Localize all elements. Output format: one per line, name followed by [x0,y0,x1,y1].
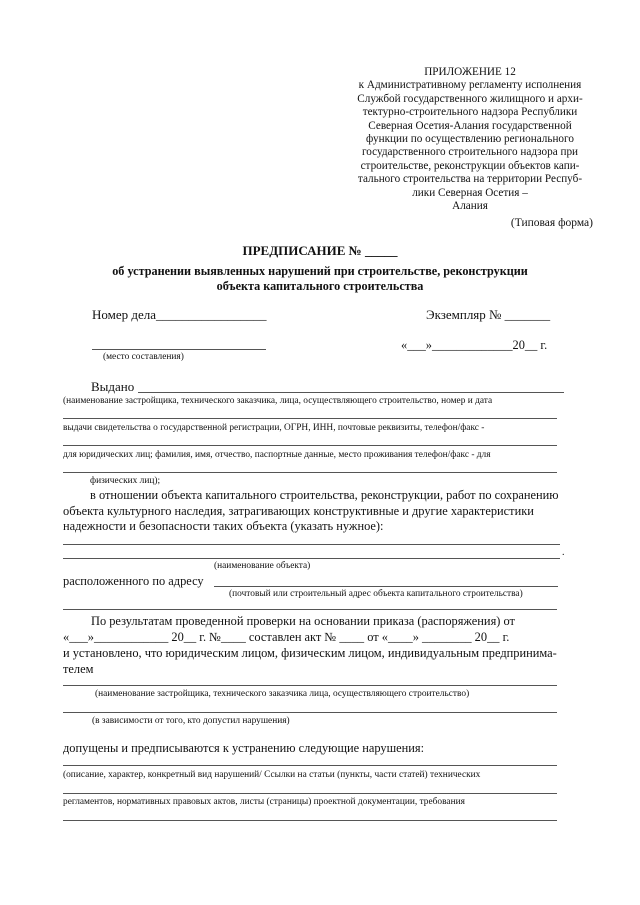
appendix-block [344,66,596,213]
place-caption: (место составления) [103,352,184,362]
appendix-line: функции по осуществлению регионального [366,133,574,146]
address-line-2[interactable] [63,609,557,610]
issued-line-2[interactable] [63,418,557,419]
appendix-line: Алания [452,200,488,213]
appendix-line: государственного строительного надзора при [361,146,579,159]
appendix-line: Службой государственного жилищного и архи- [357,92,583,105]
entity-line[interactable] [63,685,557,686]
inspection-text-1: По результатам проведенной проверки на основании приказа (распоряжения) от [91,614,515,628]
document-subtitle-1: об устранении выявленных нарушений при строительстве, реконструкции [112,264,528,278]
copy-number-field[interactable]: Экземпляр № _______ [426,307,551,322]
issued-caption-1: (наименование застройщика, технического заказчика, лица, осуществляющего строительство, номер и дата [63,396,493,406]
violations-line-2[interactable] [63,793,557,794]
issued-label: Выдано [91,379,135,394]
object-text-2: объекта культурного наследия, затрагивающих конструктивные и другие характеристики [63,504,534,518]
issued-line-3[interactable] [63,445,557,446]
issued-caption-4: физических лиц); [90,476,161,486]
object-line-1[interactable] [63,544,560,545]
object-text-3: надежности и безопасности таких объекта (указать нужное): [63,519,384,533]
form-type-label: (Типовая форма) [510,217,593,229]
violations-caption-1: (описание, характер, конкретный вид нарушений/ Ссылки на статьи (пункты, части статей) технических [63,770,481,780]
case-number-field[interactable]: Номер дела_________________ [92,307,267,322]
violations-intro: допущены и предписываются к устранению следующие нарушения: [63,741,425,755]
inspection-text-4: телем [63,662,94,676]
appendix-line: Северная Осетия-Алания государственной [368,119,572,132]
issued-caption-2: выдачи свидетельства о государственной регистрации, ОГРН, ИНН, почтовые реквизиты, телефон/факс - [63,423,485,433]
entity-caption: (наименование застройщика, технического заказчика лица, осуществляющего строительство) [95,689,470,699]
document-title: ПРЕДПИСАНИЕ № _____ [242,243,398,258]
date-field[interactable]: «___»_____________20__ г. [401,338,548,352]
document-subtitle-2: объекта капитального строительства [216,279,424,293]
violations-line-3[interactable] [63,820,557,821]
appendix-line: к Административному регламенту исполнения [358,79,582,92]
inspection-text-2[interactable]: «___»____________ 20__ г. №____ составлен акт № ____ от «____» ________ 20__ г. [63,630,510,644]
place-line[interactable] [92,349,266,350]
dependency-caption: (в зависимости от того, кто допустил нарушения) [92,716,290,726]
appendix-line: строительстве, реконструкции объектов капи- [360,159,580,172]
object-text-1: в отношении объекта капитального строительства, реконструкции, работ по сохранению [90,488,559,502]
address-caption: (почтовый или строительный адрес объекта капитального строительства) [229,589,523,599]
address-line[interactable] [214,586,558,587]
inspection-text-3: и установлено, что юридическим лицом, физическим лицом, индивидуальным предпринима- [63,646,557,660]
violations-line-1[interactable] [63,765,557,766]
appendix-line: лики Северная Осетия – [412,186,528,199]
object-line-2[interactable] [63,558,560,559]
object-name-caption: (наименование объекта) [214,561,311,571]
appendix-line: ПРИЛОЖЕНИЕ 12 [424,66,516,78]
appendix-line: тектурно-строительного надзора Республики [362,106,578,119]
issued-line-4[interactable] [63,472,557,473]
appendix-line: тального строительства на территории Респуб- [357,173,583,186]
object-period: . [562,547,565,558]
address-label: расположенного по адресу [63,574,204,588]
violations-caption-2: регламентов, нормативных правовых актов, листы (страницы) проектной документации, требования [63,797,465,807]
issued-caption-3: для юридических лиц; фамилия, имя, отчество, паспортные данные, место проживания телефон/факс - для [63,450,491,460]
dependency-line[interactable] [63,712,557,713]
issued-line[interactable] [138,392,564,393]
